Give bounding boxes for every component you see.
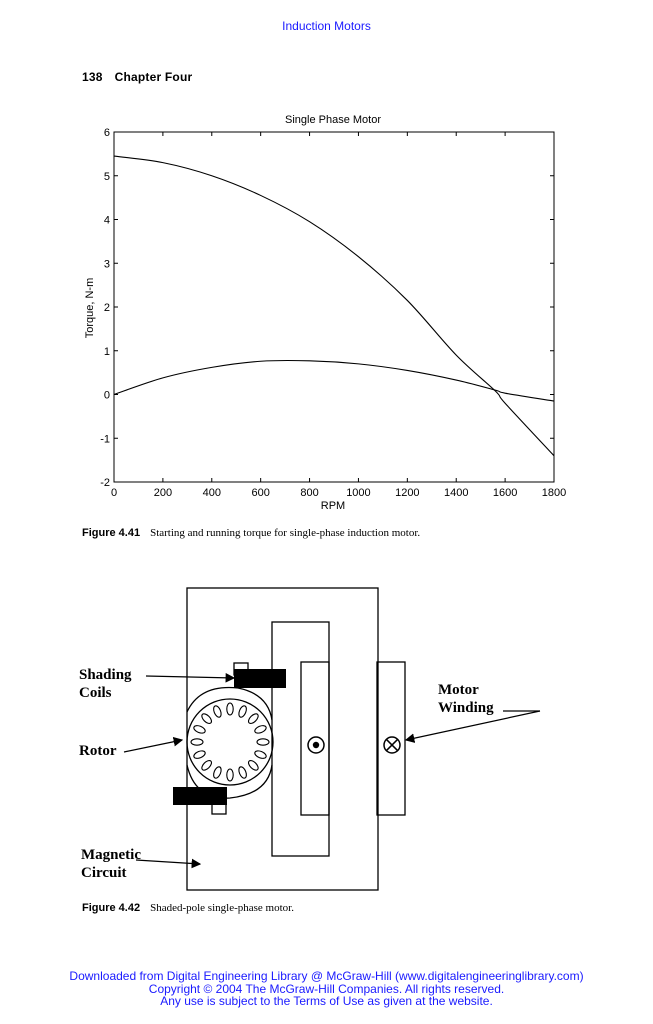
x-tick-label: 1200 [395,487,420,499]
y-tick-label: 5 [103,170,110,183]
upper-shading-coil [234,669,286,688]
x-axis-label: RPM [320,500,346,512]
x-tick-label: 1400 [443,487,469,499]
rotor-bar [193,749,207,760]
rotor-bar [237,766,248,780]
x-tick-label: 600 [251,487,270,499]
y-tick-label: 3 [103,258,110,271]
rotor-bar [227,703,233,715]
x-tick-label: 1000 [346,487,371,499]
y-axis-label: Torque, N-m [84,277,96,339]
x-tick-label: 1800 [541,487,567,499]
x-tick-label: 0 [110,487,118,499]
rotor-bar [237,705,248,719]
rotor-bar [227,769,233,781]
figure-4-42-text: Shaded-pole single-phase motor. [150,902,294,914]
rotor-bar [200,712,213,725]
figure-4-41-label: Figure 4.41 [82,527,141,539]
rotor-bar [212,705,223,719]
magnetic-arrow [136,860,200,864]
current-in-cross [386,739,397,750]
outer-coil-slot [377,662,405,815]
footer-line-1[interactable]: Downloaded from Digital Engineering Library @ McGraw-Hill (www.digitalengineeringlibrary.com) [69,969,584,983]
header-link[interactable]: Induction Motors [282,19,371,33]
download-footer[interactable] [0,970,653,1008]
y-tick-label: 1 [103,345,110,358]
shading-arrow [146,676,234,678]
x-tick-label: 400 [202,487,221,499]
lower-shading-coil [173,787,227,805]
y-tick-label: -1 [100,433,110,446]
rotor-bar [254,724,268,735]
x-tick-label: 1600 [492,487,518,499]
footer-line-2: Copyright © 2004 The McGraw-Hill Companies. All rights reserved. [148,981,505,996]
rotor-arrow [124,740,182,752]
footer-line-3: Any use is subject to the Terms of Use as given at the website. [160,994,493,1008]
rotor-bars [191,703,269,781]
inner-coil-slot [301,662,329,815]
page-number: 138 [82,70,103,84]
y-tick-label: -2 [100,477,110,489]
figure-4-41-text: Starting and running torque for single-phase induction motor. [150,527,421,539]
rotor-bar [247,759,260,772]
rotor-bar [191,739,203,745]
outer-core [187,588,378,890]
chapter-title: Chapter Four [114,70,193,84]
rotor-bar [257,739,269,745]
current-out-dot [313,742,319,748]
y-tick-label: 6 [103,127,110,139]
rotor-bar [247,712,260,725]
x-tick-label: 800 [300,487,319,499]
figure-4-42-label: Figure 4.42 [82,902,141,914]
figure-4-42-caption [82,902,294,914]
rotor-bar [254,749,268,760]
rotor-label: Rotor [79,743,117,759]
y-tick-label: 0 [103,389,110,402]
rotor-bar [212,766,223,780]
shading-coils-label: Shading Coils [79,667,132,701]
motor-winding-label: Motor Winding [438,682,494,716]
rotor-body [187,699,273,785]
rotor-bar [200,759,213,772]
y-tick-label: 4 [103,214,110,227]
y-tick-label: 2 [103,302,110,314]
magnetic-circuit-label: Magnetic Circuit [81,847,141,881]
x-tick-label: 200 [153,487,173,499]
rotor-bar [193,724,207,735]
chart-title: Single Phase Motor [285,114,381,126]
